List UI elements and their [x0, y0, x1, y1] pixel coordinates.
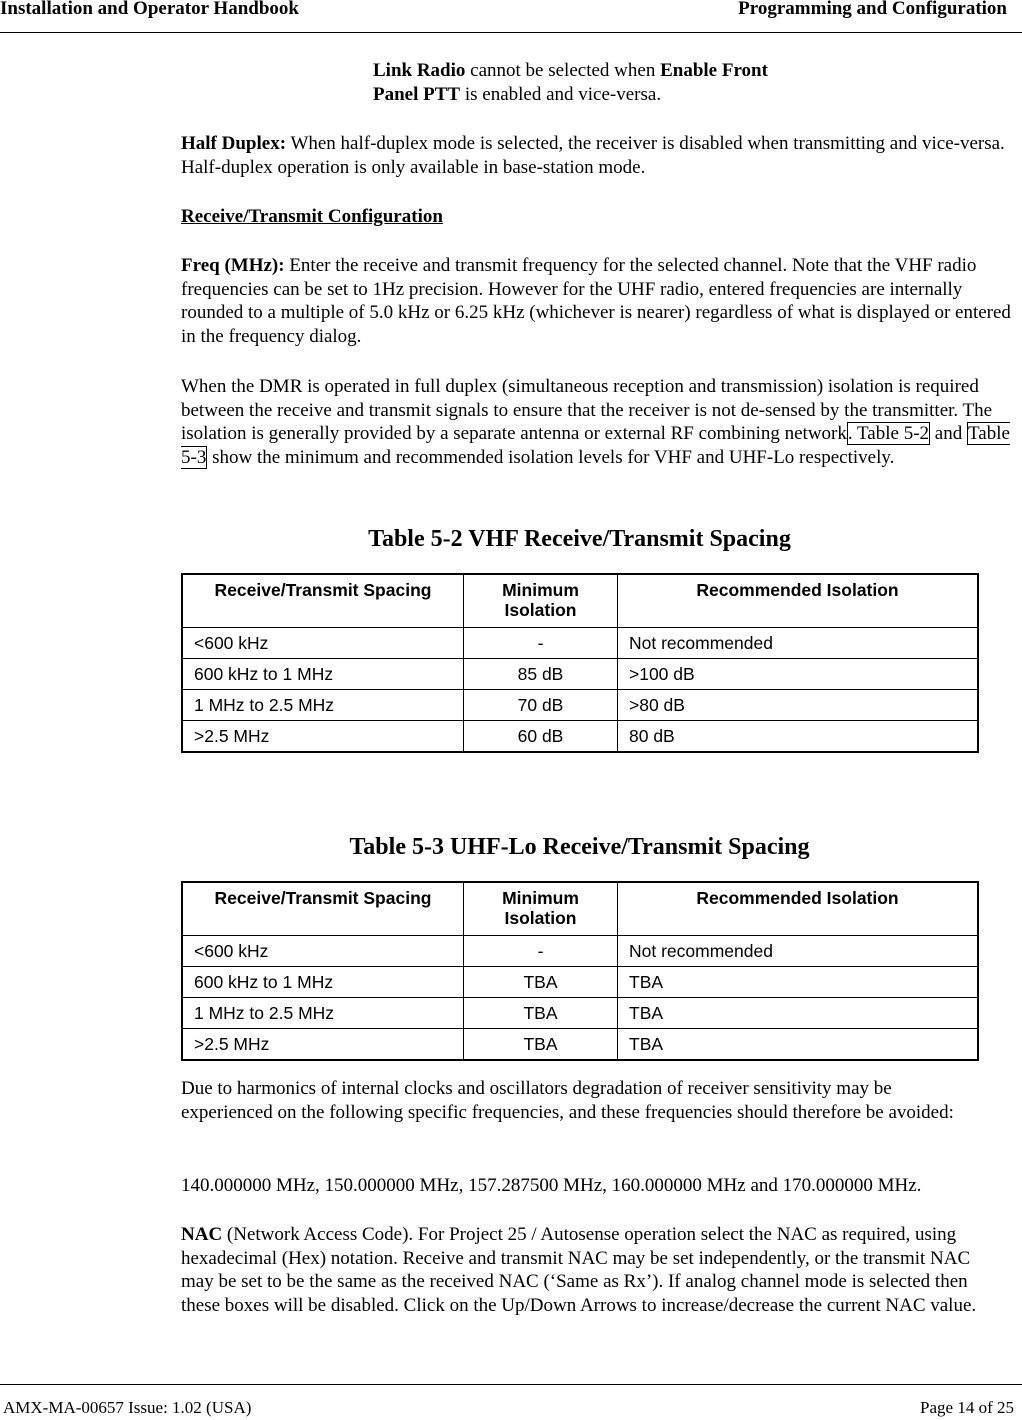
cell: TBA: [464, 998, 618, 1029]
note-bold-1: Link Radio: [373, 60, 466, 81]
column-header: Recommended Isolation: [618, 882, 979, 936]
column-header: Receive/Transmit Spacing: [182, 882, 464, 936]
cell: 1 MHz to 2.5 MHz: [182, 690, 464, 721]
note-paragraph: [373, 59, 813, 106]
vhf-spacing-table: [181, 573, 979, 753]
footer-left: AMX-MA-00657 Issue: 1.02 (USA): [3, 1398, 252, 1417]
footer-right: Page 14 of 25: [920, 1398, 1014, 1417]
column-header: Receive/Transmit Spacing: [182, 574, 464, 628]
half-duplex-text: When half-duplex mode is selected, the receiver is disabled when transmitting and vice-versa. Half-duplex operation is only available in base-station mode.: [181, 133, 1005, 178]
cell: 600 kHz to 1 MHz: [182, 967, 464, 998]
cell: <600 kHz: [182, 628, 464, 659]
cell: TBA: [618, 1029, 979, 1061]
table-5-3-link[interactable]: Table 5-3: [181, 423, 1010, 469]
header-left: Installation and Operator Handbook: [0, 0, 299, 19]
table-row: [182, 998, 978, 1029]
section-heading: Receive/Transmit Configuration: [181, 206, 443, 227]
nac-text: (Network Access Code). For Project 25 / Autosense operation select the NAC as required, using hexadecimal (Hex) notation. Receive and transmit NAC may be set independently, or the transmit NAC may be set to be the same as the received NAC (‘Same as Rx’). If analog channel mode is selected then these boxes will be disabled. Click on the Up/Down Arrows to increase/decrease the current NAC value.: [181, 1224, 977, 1317]
table-row: [182, 967, 978, 998]
table-row: [182, 690, 978, 721]
freq-text: Enter the receive and transmit frequency for the selected channel. Note that the VHF radio frequencies can be set to 1Hz precision. However for the UHF radio, entered frequencies are internally rounded to a multiple of 5.0 kHz or 6.25 kHz (whichever is nearer) regardless of what is displayed or entered in the frequency dialog.: [181, 255, 1011, 348]
cell: -: [464, 936, 618, 967]
cell: TBA: [618, 998, 979, 1029]
cell: >80 dB: [618, 690, 979, 721]
table-row: [182, 1029, 978, 1061]
duplex-text-3: show the minimum and recommended isolation levels for VHF and UHF-Lo respectively.: [207, 447, 895, 469]
harmonics-paragraph: Due to harmonics of internal clocks and oscillators degradation of receiver sensitivity may be experienced on the following specific frequencies, and these frequencies should therefore be avoided:: [181, 1078, 954, 1123]
footer-rule: [0, 1384, 1022, 1385]
cell: 80 dB: [618, 721, 979, 753]
cell: 70 dB: [464, 690, 618, 721]
frequency-list: 140.000000 MHz, 150.000000 MHz, 157.287500 MHz, 160.000000 MHz and 170.000000 MHz.: [181, 1175, 922, 1196]
table2-title: Table 5-3 UHF-Lo Receive/Transmit Spacing: [349, 834, 810, 860]
note-bold-2: Enable Front Panel PTT: [373, 60, 768, 105]
cell: -: [464, 628, 618, 659]
cell: 60 dB: [464, 721, 618, 753]
half-duplex-paragraph: [181, 132, 1016, 179]
duplex-text-2: and: [930, 423, 967, 445]
cell: >100 dB: [618, 659, 979, 690]
table-header-row: [182, 574, 978, 628]
nac-paragraph: [181, 1223, 996, 1318]
cell: Not recommended: [618, 936, 979, 967]
cell: 600 kHz to 1 MHz: [182, 659, 464, 690]
nac-label: NAC: [181, 1224, 223, 1245]
note-text-2: is enabled and vice-versa.: [460, 83, 662, 105]
cell: >2.5 MHz: [182, 721, 464, 753]
table-row: [182, 628, 978, 659]
uhf-spacing-table: [181, 881, 979, 1061]
cell: 85 dB: [464, 659, 618, 690]
cell: TBA: [464, 1029, 618, 1061]
table-row: [182, 721, 978, 753]
column-header: Recommended Isolation: [618, 574, 979, 628]
cell: TBA: [464, 967, 618, 998]
header-right: Programming and Configuration: [738, 0, 1007, 19]
header-rule: [0, 32, 1022, 33]
half-duplex-label: Half Duplex:: [181, 133, 287, 154]
column-header: Minimum Isolation: [464, 882, 618, 936]
cell: 1 MHz to 2.5 MHz: [182, 998, 464, 1029]
cell: Not recommended: [618, 628, 979, 659]
cell: >2.5 MHz: [182, 1029, 464, 1061]
duplex-paragraph: [181, 375, 1011, 470]
freq-label: Freq (MHz):: [181, 255, 285, 276]
table1-title: Table 5-2 VHF Receive/Transmit Spacing: [368, 526, 791, 552]
table-row: [182, 659, 978, 690]
note-text-1: cannot be selected when: [465, 60, 661, 81]
table-row: [182, 936, 978, 967]
column-header: Minimum Isolation: [464, 574, 618, 628]
table-header-row: [182, 882, 978, 936]
table-5-2-link[interactable]: . Table 5-2: [847, 423, 930, 445]
freq-paragraph: [181, 254, 1016, 349]
cell: TBA: [618, 967, 979, 998]
cell: <600 kHz: [182, 936, 464, 967]
duplex-text-1: When the DMR is operated in full duplex (simultaneous reception and transmission) isolation is required between the receive and transmit signals to ensure that the receiver is not de-sensed by the transmitter. The isolation is generally provided by a separate antenna or external RF combining network: [181, 376, 993, 445]
